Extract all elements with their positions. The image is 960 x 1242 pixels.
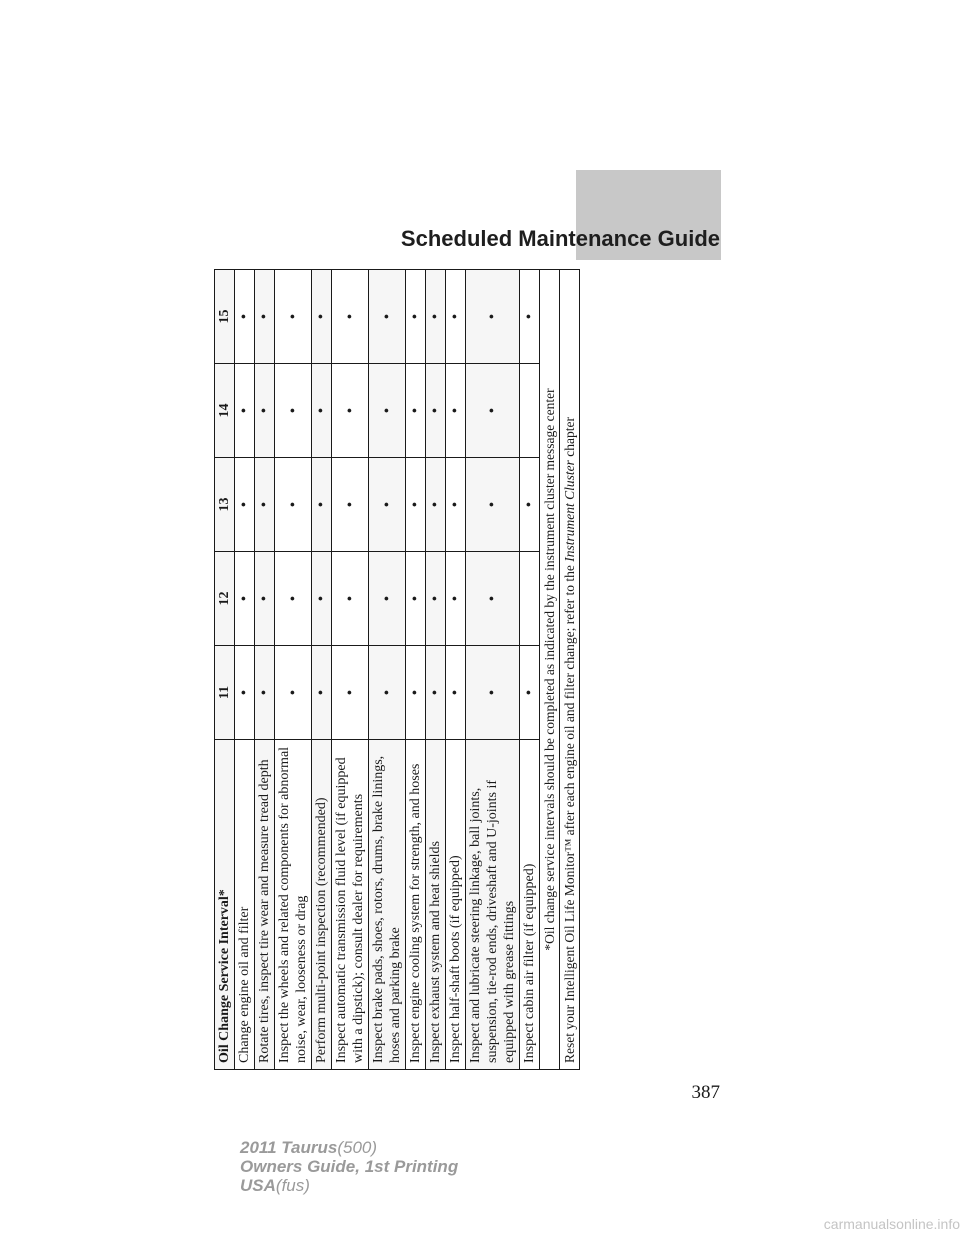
- service-mark-13: •: [255, 458, 275, 552]
- service-mark-14: •: [235, 364, 255, 458]
- service-mark-11: •: [520, 646, 540, 740]
- service-mark-13: •: [446, 458, 466, 552]
- service-mark-12: •: [275, 552, 312, 646]
- table-row: [520, 270, 540, 1070]
- footer-market: USA: [240, 1176, 276, 1195]
- service-mark-15: •: [406, 270, 426, 364]
- service-mark-15: •: [255, 270, 275, 364]
- section-title: Scheduled Maintenance Guide: [400, 226, 720, 251]
- table-row: [275, 270, 312, 1070]
- service-mark-13: •: [520, 458, 540, 552]
- task-description: Perform multi-point inspection (recommended): [312, 740, 332, 1070]
- interval-note: *Oil change service intervals should be completed as indicated by the instrument cluster message center: [540, 270, 560, 1070]
- table-row: [426, 270, 446, 1070]
- service-mark-12: •: [426, 552, 446, 646]
- task-description: Inspect brake pads, shoes, rotors, drums, brake linings, hoses and parking brake: [369, 740, 406, 1070]
- service-mark-13: •: [332, 458, 369, 552]
- service-mark-14: •: [369, 364, 406, 458]
- service-mark-15: •: [466, 270, 520, 364]
- service-mark-13: •: [426, 458, 446, 552]
- service-mark-15: •: [312, 270, 332, 364]
- service-mark-12: •: [312, 552, 332, 646]
- service-mark-14: •: [466, 364, 520, 458]
- task-description: Inspect and lubricate steering linkage, ball joints, suspension, tie-rod ends, driveshaft and U-joints if equipped with grease fittings: [466, 740, 520, 1070]
- task-description: Inspect exhaust system and heat shields: [426, 740, 446, 1070]
- interval-13: 13: [215, 458, 235, 552]
- footer-model: 2011 Taurus: [240, 1138, 338, 1157]
- service-mark-11: •: [235, 646, 255, 740]
- table-row: [369, 270, 406, 1070]
- service-mark-12: •: [369, 552, 406, 646]
- service-mark-14: [520, 364, 540, 458]
- note-row-1: [540, 270, 560, 1070]
- task-description: Inspect half-shaft boots (if equipped): [446, 740, 466, 1070]
- service-mark-14: •: [446, 364, 466, 458]
- service-mark-13: •: [235, 458, 255, 552]
- task-description: Inspect automatic transmission fluid level (if equipped with a dipstick); consult dealer for requirements: [332, 740, 369, 1070]
- service-mark-15: •: [369, 270, 406, 364]
- service-mark-15: •: [332, 270, 369, 364]
- interval-12: 12: [215, 552, 235, 646]
- service-mark-14: •: [406, 364, 426, 458]
- table-row: [235, 270, 255, 1070]
- service-mark-11: •: [332, 646, 369, 740]
- task-description: Inspect the wheels and related components for abnormal noise, wear, looseness or drag: [275, 740, 312, 1070]
- note-row-2: [560, 270, 580, 1070]
- service-mark-15: •: [275, 270, 312, 364]
- task-description: Change engine oil and filter: [235, 740, 255, 1070]
- service-mark-12: [520, 552, 540, 646]
- maintenance-schedule-table: [214, 269, 580, 1070]
- reset-note-suffix: chapter: [562, 416, 577, 461]
- watermark: carmanualsonline.info: [823, 1216, 960, 1232]
- table-row: [466, 270, 520, 1070]
- service-mark-15: •: [446, 270, 466, 364]
- reset-note-prefix: Reset your Intelligent Oil Life Monitor™ after each engine oil and filter change; refer to the: [562, 561, 577, 1063]
- service-mark-11: •: [275, 646, 312, 740]
- service-mark-11: •: [466, 646, 520, 740]
- service-mark-12: •: [235, 552, 255, 646]
- maintenance-table-container: [214, 270, 577, 1070]
- footer-market-code: (fus): [275, 1176, 310, 1195]
- service-mark-13: •: [466, 458, 520, 552]
- service-mark-14: •: [312, 364, 332, 458]
- service-mark-13: •: [275, 458, 312, 552]
- service-mark-11: •: [426, 646, 446, 740]
- table-row: [406, 270, 426, 1070]
- service-mark-13: •: [406, 458, 426, 552]
- service-mark-14: •: [332, 364, 369, 458]
- rotated-table-frame: [214, 270, 577, 1070]
- footer-print-info: [240, 1138, 458, 1195]
- reset-note-chapter: Instrument Cluster: [562, 460, 577, 562]
- service-mark-15: •: [426, 270, 446, 364]
- service-mark-11: •: [406, 646, 426, 740]
- interval-11: 11: [215, 646, 235, 740]
- service-mark-11: •: [446, 646, 466, 740]
- table-row: [255, 270, 275, 1070]
- page-number: 387: [691, 1082, 720, 1103]
- service-mark-12: •: [332, 552, 369, 646]
- service-mark-12: •: [446, 552, 466, 646]
- service-mark-13: •: [312, 458, 332, 552]
- service-mark-14: •: [275, 364, 312, 458]
- service-mark-15: •: [520, 270, 540, 364]
- service-mark-12: •: [255, 552, 275, 646]
- service-mark-15: •: [235, 270, 255, 364]
- table-row: [446, 270, 466, 1070]
- interval-15: 15: [215, 270, 235, 364]
- table-row: [332, 270, 369, 1070]
- task-description: Rotate tires, inspect tire wear and measure tread depth: [255, 740, 275, 1070]
- service-mark-11: •: [369, 646, 406, 740]
- footer-printing: Owners Guide, 1st Printing: [240, 1157, 459, 1176]
- service-mark-11: •: [255, 646, 275, 740]
- service-mark-14: •: [255, 364, 275, 458]
- table-header-row: [215, 270, 235, 1070]
- task-description: Inspect cabin air filter (if equipped): [520, 740, 540, 1070]
- task-description: Inspect engine cooling system for strength, and hoses: [406, 740, 426, 1070]
- interval-header: Oil Change Service Interval*: [215, 740, 235, 1070]
- interval-14: 14: [215, 364, 235, 458]
- service-mark-13: •: [369, 458, 406, 552]
- service-mark-12: •: [406, 552, 426, 646]
- reset-note: [560, 270, 580, 1070]
- table-row: [312, 270, 332, 1070]
- footer-model-code: (500): [337, 1138, 378, 1157]
- service-mark-14: •: [426, 364, 446, 458]
- service-mark-11: •: [312, 646, 332, 740]
- service-mark-12: •: [466, 552, 520, 646]
